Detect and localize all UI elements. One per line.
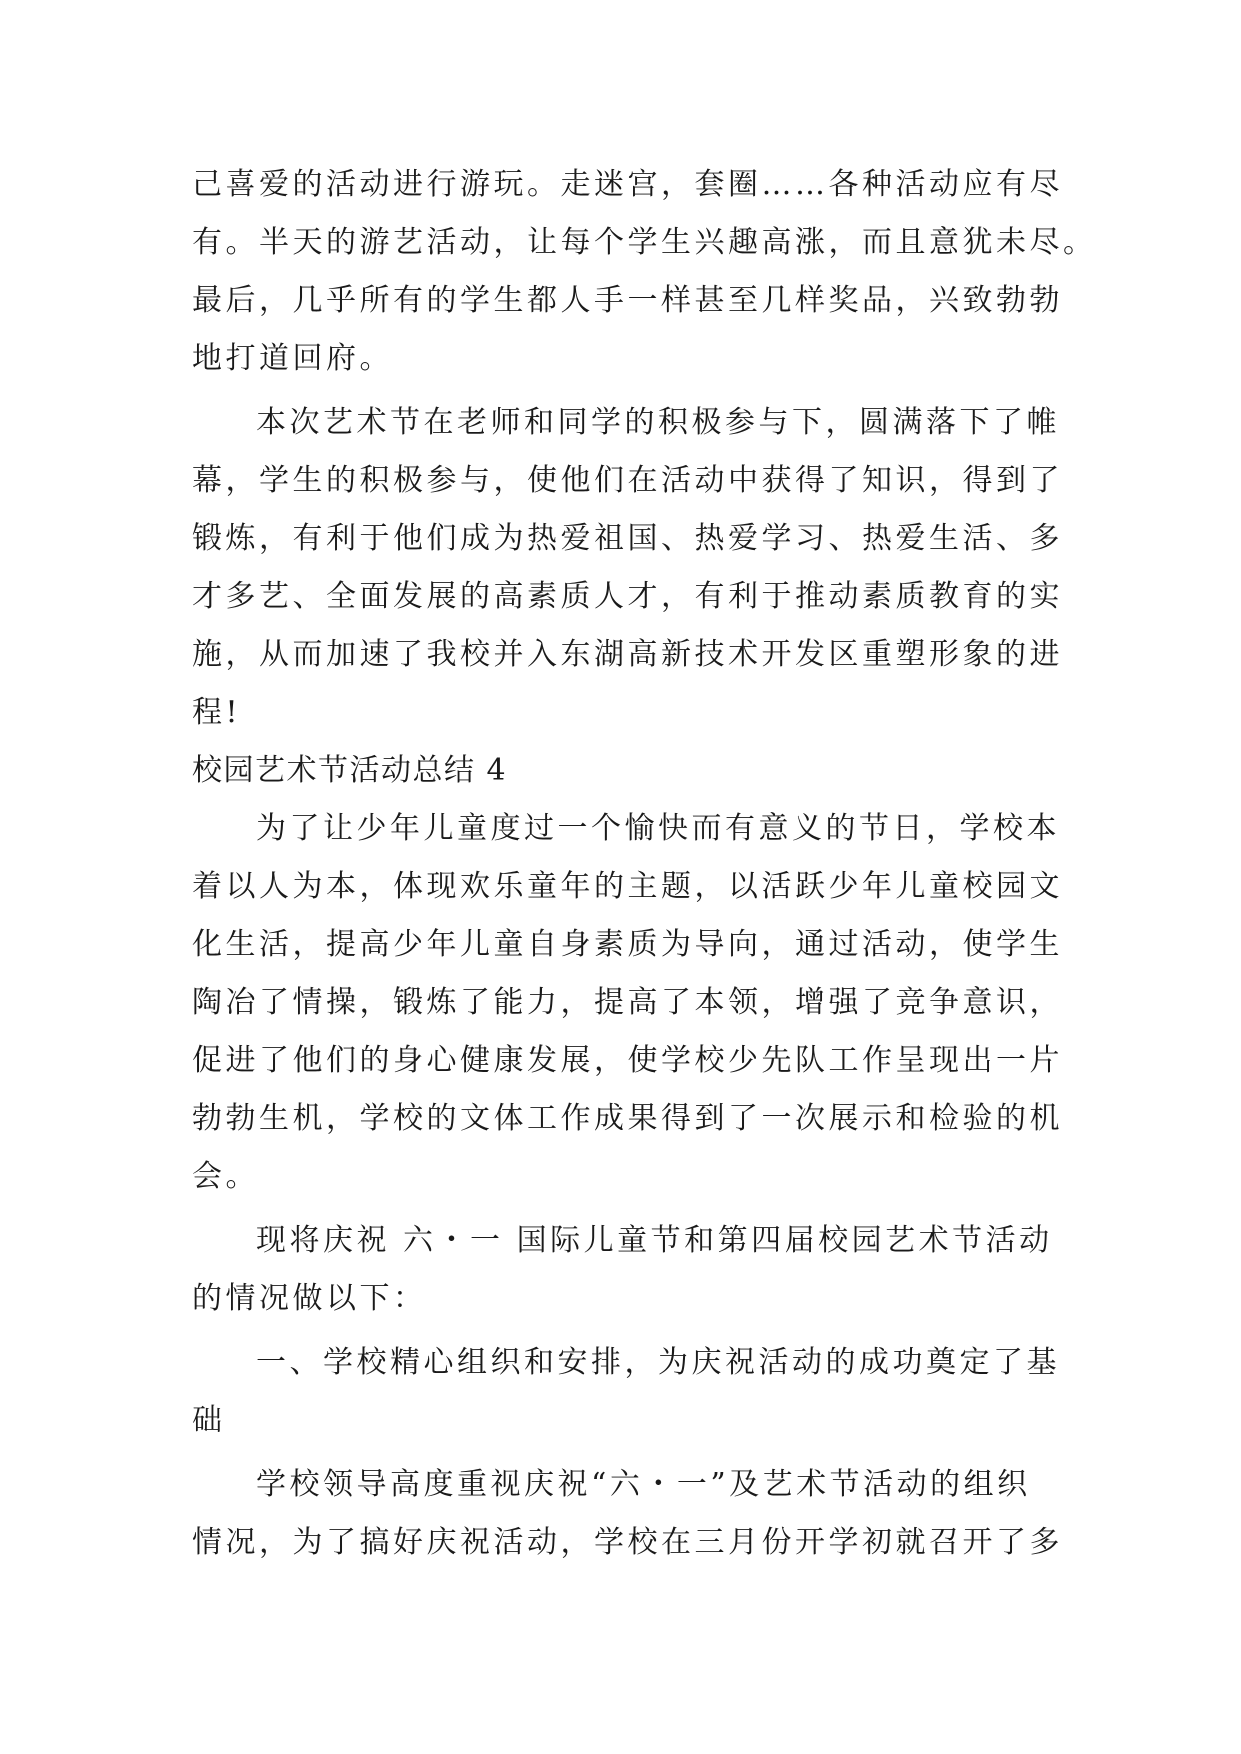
paragraph (192, 1334, 1060, 1450)
paragraph (192, 394, 1063, 742)
paragraph (192, 1456, 1063, 1572)
text-line: 己喜爱的活动进行游玩。走迷宫，套圈……各种活动应有尽 (192, 167, 1063, 202)
text-line: 的情况做以下： (192, 1281, 427, 1316)
text-line: 一、学校精心组织和安排，为庆祝活动的成功奠定了基 (256, 1345, 1060, 1380)
text-line: 锻炼，有利于他们成为热爱祖国、热爱学习、热爱生活、多 (192, 521, 1063, 556)
section-heading: 校园艺术节活动总结 4 (192, 753, 508, 788)
text-line: 情况，为了搞好庆祝活动，学校在三月份开学初就召开了多 (192, 1525, 1063, 1560)
text-line: 勃勃生机，学校的文体工作成果得到了一次展示和检验的机 (192, 1101, 1063, 1136)
text-line: 现将庆祝 六・一 国际儿童节和第四届校园艺术节活动 (256, 1223, 1053, 1258)
text-line: 有。半天的游艺活动，让每个学生兴趣高涨，而且意犹未尽。 (192, 225, 1097, 260)
text-line: 陶冶了情操，锻炼了能力，提高了本领，增强了竞争意识， (192, 985, 1063, 1020)
text-line: 程! (192, 695, 242, 730)
text-line: 施，从而加速了我校并入东湖高新技术开发区重塑形象的进 (192, 637, 1063, 672)
document-body (192, 156, 1097, 1572)
text-line: 学校领导高度重视庆祝“六・一”及艺术节活动的组织 (256, 1467, 1031, 1502)
text-line: 本次艺术节在老师和同学的积极参与下，圆满落下了帷 (256, 405, 1060, 440)
text-line: 幕，学生的积极参与，使他们在活动中获得了知识，得到了 (192, 463, 1063, 498)
text-line: 化生活，提高少年儿童自身素质为导向，通过活动，使学生 (192, 927, 1063, 962)
text-line: 为了让少年儿童度过一个愉快而有意义的节日，学校本 (256, 811, 1060, 846)
text-line: 着以人为本，体现欢乐童年的主题，以活跃少年儿童校园文 (192, 869, 1063, 904)
text-line: 最后，几乎所有的学生都人手一样甚至几样奖品，兴致勃勃 (192, 283, 1063, 318)
text-line: 会。 (192, 1159, 259, 1194)
text-line: 才多艺、全面发展的高素质人才，有利于推动素质教育的实 (192, 579, 1063, 614)
paragraph (192, 800, 1063, 1206)
paragraph (192, 1212, 1053, 1328)
text-line: 促进了他们的身心健康发展，使学校少先队工作呈现出一片 (192, 1043, 1063, 1078)
paragraph (192, 156, 1097, 388)
text-line: 础 (192, 1403, 226, 1438)
text-line: 地打道回府。 (192, 341, 393, 376)
